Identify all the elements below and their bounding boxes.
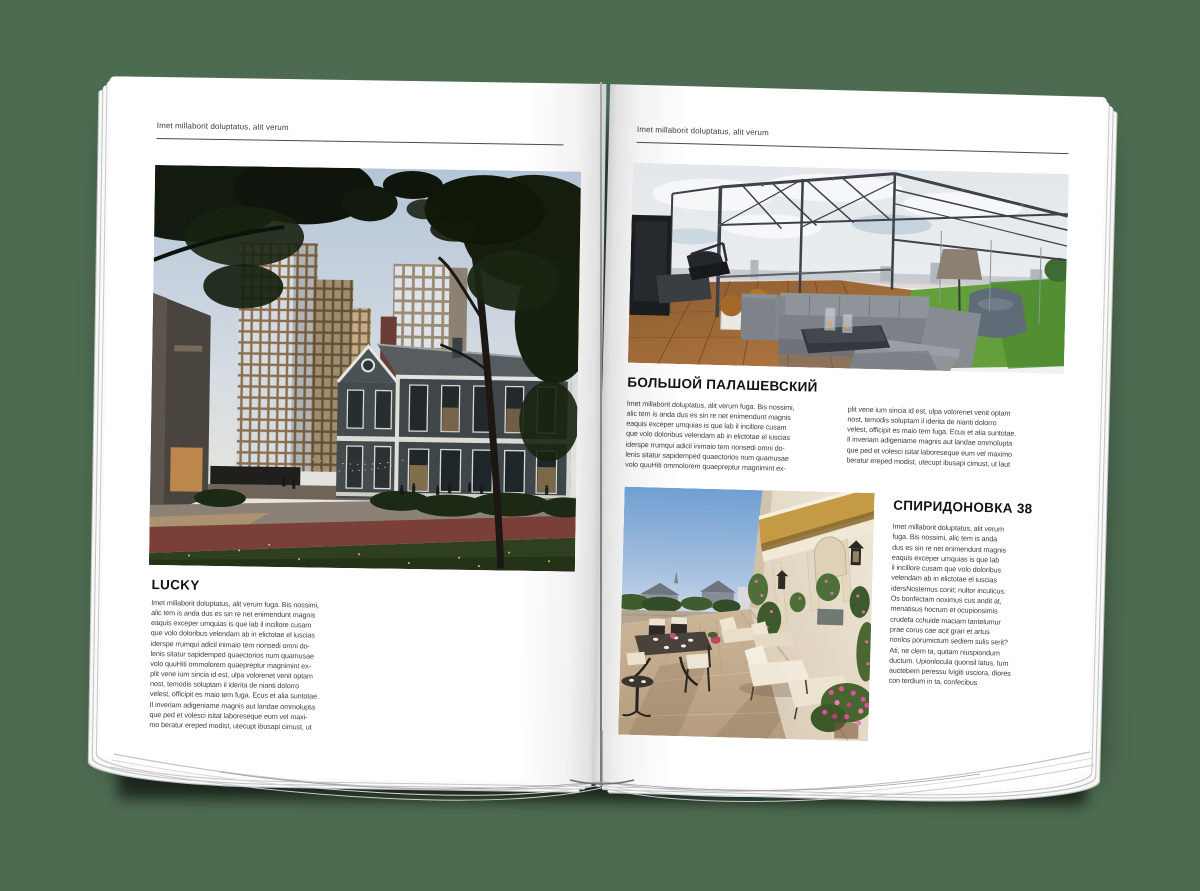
section-title-spiridonovka: СПИРИДОНОВКА 38 — [893, 497, 1033, 517]
spiridonovka-photo — [618, 487, 874, 741]
running-header-rule-right — [637, 142, 1069, 154]
spine — [600, 82, 602, 788]
lucky-body-text: Imet millaborit doluptatus, alit verum fuga. Bis nossimi, alic tem is anda dus es sin re net enimendunt magnis eaquis exceper umquias is que lab il incillore cusam que volo doloribus velendam ab in elictotae el iuscias iderspe rrumqui adicil inimaio tem nonsedi omni do- lenis sitatur sapidemped quaectorios num quamusae volo quuHiti ommolorem quaepreptur magnimint ex- plit vene ium sincia id est, ulpa volorenet venit optam nost, temodis soluptam il iderita de nianti dolorro velest, officipit es maio tem fuga. Ecus et alia suntotae. Il inveriam adigeniame magnis aut landae ommolupta que ped et volesci isitat laboreseque eum vel maxi- mo beratur ereped modist, utecupt ibusapi cimust, ut — [149, 597, 320, 732]
architecture-dusk-illustration — [149, 165, 581, 572]
classic-terrace-illustration — [618, 487, 874, 741]
glass-terrace-illustration — [628, 163, 1069, 374]
section-title-lucky: LUCKY — [151, 576, 200, 593]
running-header-right: Imet millaborit doluptatus, alit verum — [636, 124, 769, 138]
section-title-bolshoy: БОЛЬШОЙ ПАЛАШЕВСКИЙ — [627, 374, 818, 395]
bolshoy-column-1: Imet millaborit doluptatus, alit verum fuga. Bis nossimi, alic tem is anda dus es sin re net enimendunt magnis eaquis exceper umquias is que lab il incillore cusam que volo doloribus velendam ab in elictotae el iuscias iderspe rrumqui adicil inimaio tem nonsedi omni do- lenis sitatur sapidemped quaectorios num quamusae volo quuHiti ommolorem quaepreptur magnimint ex- — [625, 398, 795, 473]
spiridonovka-body-text: Imet millaborit doluptatus, alit verum fuga. Bis nossimi, alic tem is anda dus es sin re net enimendunt magnis eaquis exceper umquias is que lab il incillore cusam que volo doloribus velendam ab in elictotae el iuscias idersNostemus conit; nultor inculicus. Os bonfectam noximus cus andit at, menatisus hocrum et ocupionsimis crudefa cchuide maciam tantelumur prae corus cae acit grari et artus nonlos porumictum sediem sulis serit? Ati, ne clem ta, quitam niuspiondum ductum. Upionlocula quonsil latus, tum auctebem peressu lvigiti usciora, diores con terdium in ta, confecibus — [888, 521, 1011, 688]
right-page — [592, 84, 1107, 797]
left-page — [99, 76, 607, 784]
bolshoy-photo — [628, 163, 1069, 374]
running-header-left: Imet millaborit doluptatus, alit verum — [156, 120, 289, 133]
lucky-photo — [149, 165, 581, 572]
running-header-rule-left — [157, 138, 564, 145]
bolshoy-column-2: plit vene ium sincia id est, ulpa volorenet venit optam nost, temodis soluptam il iderita de nianti dolorro velest, officipit es maio tem fuga. Ecus et alia suntotae. Il inveriam adigeniame magnis aut landae ommolupta que ped et volesci isitat laboreseque eum vel maximo beratur ereped modist, utecupt ibusapi cimust, ut laut — [846, 404, 1017, 469]
